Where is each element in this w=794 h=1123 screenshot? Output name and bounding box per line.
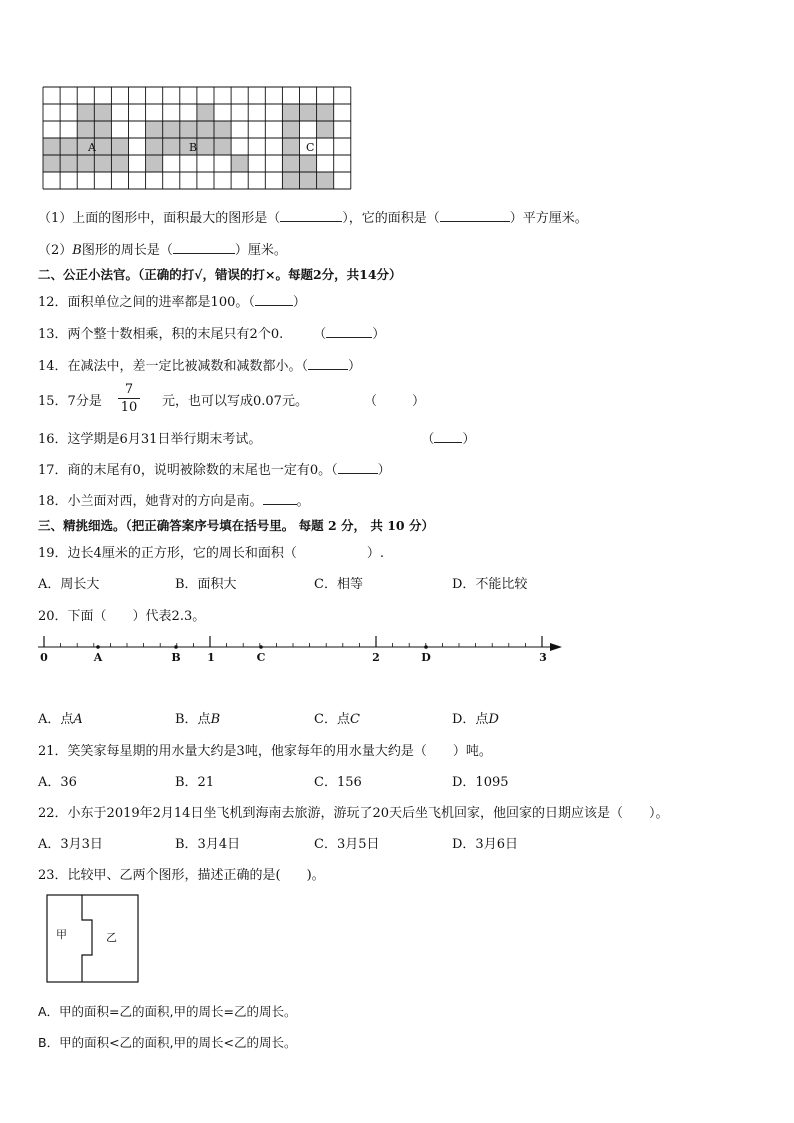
fraction-7-10 [118, 382, 140, 415]
shape-label-a: A [88, 141, 96, 154]
answer-blank[interactable] [434, 429, 462, 443]
shaded-cell [282, 155, 299, 172]
question-16 [38, 428, 475, 447]
shaded-cell [197, 104, 214, 121]
shaded-cell [317, 121, 334, 138]
shaded-cell [282, 104, 299, 121]
number-line-point [259, 645, 263, 649]
section2-heading: 二、公正小法官。（正确的打√，错误的打×。每题2分，共14分） [38, 267, 402, 282]
shaded-cell [231, 155, 248, 172]
q17-text: 17．商的末尾有0，说明被除数的末尾也一定有0。（ [38, 463, 338, 478]
q13-text: 13．两个整十数相乘，积的末尾只有2个0. [38, 327, 284, 342]
shaded-cell [197, 121, 214, 138]
q19-close: ）. [366, 546, 384, 561]
tick-label-1: 1 [207, 651, 215, 664]
point-label-d: D [421, 651, 431, 664]
point-label-a: A [93, 651, 103, 664]
q16-open: （ [421, 432, 435, 447]
shaded-cell [146, 138, 163, 155]
q12-close: ） [292, 295, 306, 310]
grid-question-2 [38, 239, 287, 258]
shaded-cell [197, 138, 214, 155]
grid-q2-prefix: （2） [38, 243, 73, 258]
answer-blank[interactable] [173, 240, 235, 254]
shaded-cell [146, 121, 163, 138]
grid-q2-mid: 图形的周长是（ [81, 243, 173, 258]
question-14 [38, 355, 361, 374]
answer-blank[interactable] [338, 460, 378, 474]
answer-blank[interactable] [440, 208, 510, 222]
q22-option-d[interactable]: D．3月6日 [452, 837, 518, 852]
q14-text: 14．在减法中，差一定比被减数和减数都小。（ [38, 359, 309, 374]
answer-blank[interactable] [308, 356, 348, 370]
shaded-cell [214, 138, 231, 155]
answer-blank[interactable] [280, 208, 342, 222]
shaded-cell [163, 121, 180, 138]
q21-option-a[interactable]: A．36 [38, 775, 77, 790]
q19-option-a[interactable]: A．周长大 [38, 577, 100, 592]
q21-option-d[interactable]: D．1095 [452, 775, 509, 790]
question-20: 20．下面（ ）代表2.3。 [38, 609, 206, 624]
shaded-cell [43, 155, 60, 172]
q20-option-b[interactable] [175, 708, 220, 727]
question-13 [38, 323, 385, 342]
q19-text: 19．边长4厘米的正方形，它的周长和面积（ [38, 546, 297, 561]
shaded-cell [282, 172, 299, 189]
shaded-cell [180, 121, 197, 138]
q20-option-a[interactable] [38, 708, 83, 727]
question-18 [38, 490, 310, 509]
q23-option-a[interactable]: A．甲的面积=乙的面积,甲的周长=乙的周长。 [38, 1004, 297, 1019]
question-15 [38, 382, 458, 426]
q15-pre: 15．7分是 [38, 394, 102, 409]
shaded-cell [214, 121, 231, 138]
q20-option-c[interactable] [314, 708, 360, 727]
fraction-denominator: 10 [120, 400, 138, 415]
question-12 [38, 291, 306, 310]
q15-close: ） [412, 394, 426, 409]
q18-text: 18．小兰面对西，她背对的方向是南。 [38, 494, 263, 509]
q13-close: ） [372, 327, 386, 342]
q19-option-c[interactable]: C．相等 [314, 577, 363, 592]
shaded-cell [94, 155, 111, 172]
shaded-cell [94, 104, 111, 121]
shaded-cell [317, 172, 334, 189]
q19-option-d[interactable]: D．不能比较 [452, 577, 528, 592]
q20-option-c-var: C [349, 712, 360, 727]
question-17 [38, 459, 391, 478]
q20-option-d-prefix: D．点 [452, 712, 489, 727]
arrow-icon [550, 643, 562, 651]
q21-option-c[interactable]: C．156 [314, 775, 362, 790]
shaded-cell [77, 121, 94, 138]
q16-text: 16．这学期是6月31日举行期末考试。 [38, 432, 262, 447]
figure-label-yi: 乙 [106, 931, 117, 944]
question-23: 23．比较甲、乙两个图形，描述正确的是( )。 [38, 868, 325, 883]
shaded-cell [77, 104, 94, 121]
q22-option-a[interactable]: A．3月3日 [38, 837, 103, 852]
question-19 [38, 542, 384, 561]
shaded-cell [146, 155, 163, 172]
q22-option-c[interactable]: C．3月5日 [314, 837, 380, 852]
answer-blank[interactable] [378, 390, 416, 404]
answer-blank[interactable] [255, 292, 293, 306]
shaded-cell [282, 138, 299, 155]
shaded-cell [300, 155, 317, 172]
shaded-cell [111, 155, 128, 172]
grid-q1-prefix: （1）上面的图形中，面积最大的图形是（ [38, 211, 281, 226]
q19-option-b[interactable]: B．面积大 [175, 577, 237, 592]
q20-option-b-var: B [210, 712, 221, 727]
shaded-cell [111, 138, 128, 155]
question-21: 21．笑笑家每星期的用水量大约是3吨，他家每年的用水量大约是（ ）吨。 [38, 744, 492, 759]
jia-yi-figure [46, 894, 140, 984]
grid-q2-suffix: ）厘米。 [234, 243, 287, 258]
tick-label-2: 2 [372, 651, 380, 664]
q17-close: ） [377, 463, 391, 478]
q20-option-a-var: A [73, 712, 83, 727]
number-line-point [174, 645, 178, 649]
shaded-cell [43, 138, 60, 155]
shaded-cell [300, 104, 317, 121]
q20-option-b-prefix: B．点 [175, 712, 211, 727]
shaded-cell [60, 138, 77, 155]
shaded-cell [317, 104, 334, 121]
q20-option-d-var: D [488, 712, 499, 727]
grid-figure [42, 86, 354, 190]
shaded-cell [282, 121, 299, 138]
grid-q1-suffix: ）平方厘米。 [509, 211, 588, 226]
point-label-b: B [171, 651, 181, 664]
shaded-cell [94, 138, 111, 155]
figure-label-jia: 甲 [56, 928, 67, 941]
q20-option-d[interactable] [452, 708, 499, 727]
shaded-cell [77, 155, 94, 172]
question-22: 22．小东于2019年2月14日坐飞机到海南去旅游，游玩了20天后坐飞机回家，他回家的日期应该是（ ）。 [38, 806, 669, 821]
answer-blank[interactable] [326, 324, 372, 338]
q22-option-b[interactable]: B．3月4日 [175, 837, 241, 852]
answer-blank[interactable] [263, 491, 297, 505]
q15-post: 元，也可以写成0.07元。 [162, 394, 308, 409]
grid-q1-mid: ），它的面积是（ [342, 211, 440, 226]
tick-label-0: 0 [40, 651, 48, 664]
number-line [30, 630, 570, 670]
shaded-cell [300, 172, 317, 189]
q12-text: 12．面积单位之间的进率都是100。（ [38, 295, 255, 310]
number-line-point [424, 645, 428, 649]
tick-label-3: 3 [539, 651, 547, 664]
shaded-cell [163, 138, 180, 155]
shaded-cell [60, 155, 77, 172]
shape-label-b: B [189, 141, 198, 154]
number-line-point [96, 645, 100, 649]
fraction-numerator: 7 [124, 382, 134, 397]
q21-option-b[interactable]: B．21 [175, 775, 215, 790]
shape-label-c: C [306, 141, 315, 154]
figure-divider-line [82, 895, 92, 982]
q14-close: ） [348, 359, 362, 374]
q20-option-a-prefix: A．点 [38, 712, 74, 727]
q20-option-c-prefix: C．点 [314, 712, 350, 727]
grid-q2-var: B [72, 243, 82, 258]
section3-heading: 三、精挑细选。（把正确答案序号填在括号里。 每题 2 分， 共 10 分） [38, 518, 434, 533]
point-label-c: C [256, 651, 266, 664]
q18-tail: 。 [296, 494, 310, 509]
q16-close: ） [462, 432, 476, 447]
shaded-cell [94, 121, 111, 138]
q13-open: （ [313, 327, 327, 342]
q23-option-b[interactable]: B．甲的面积<乙的面积,甲的周长<乙的周长。 [38, 1035, 297, 1050]
q15-open: （ [364, 394, 378, 409]
grid-question-1 [38, 207, 588, 226]
